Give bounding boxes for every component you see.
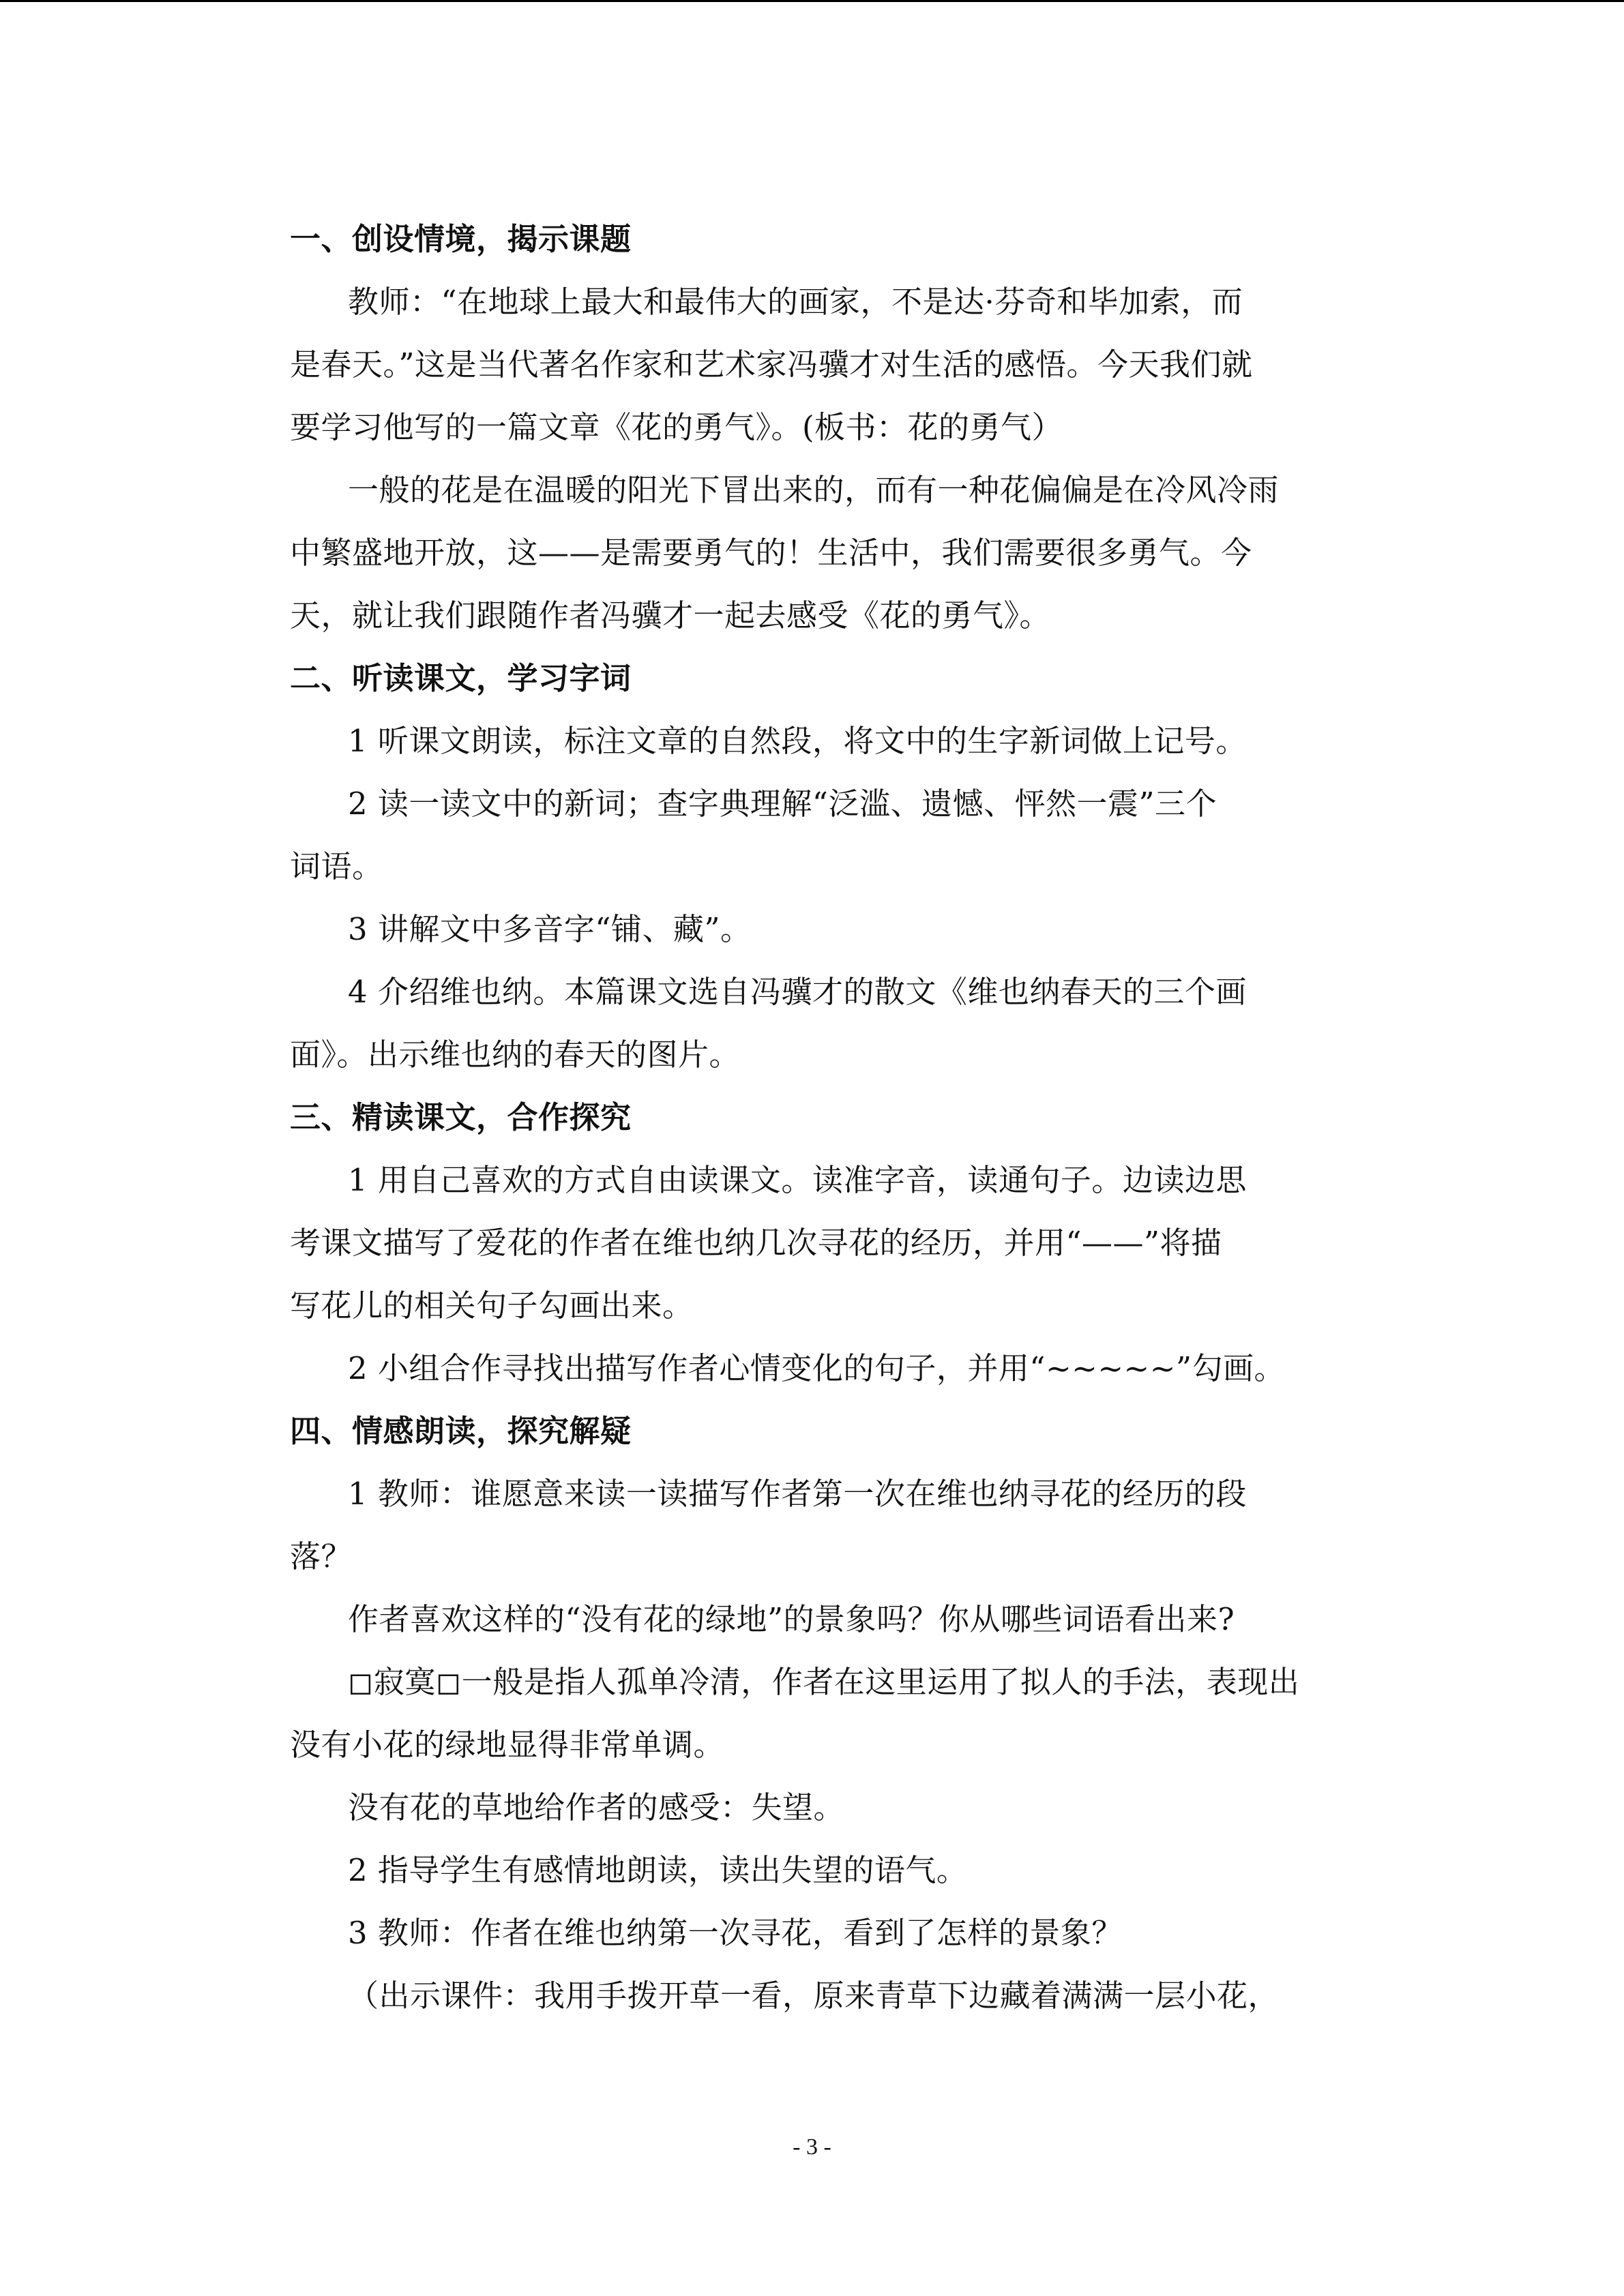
list-item: 1 教师：谁愿意来读一读描写作者第一次在维也纳寻花的经历的段 <box>348 1476 1247 1512</box>
list-item: 1 听课文朗读，标注文章的自然段，将文中的生字新词做上记号。 <box>348 723 1247 759</box>
section-heading-1: 一、创设情境，揭示课题 <box>290 221 632 257</box>
list-item: 3 讲解文中多音字“铺、藏”。 <box>348 911 752 947</box>
paragraph-line: 作者喜欢这样的“没有花的绿地”的景象吗？你从哪些词语看出来? <box>348 1601 1235 1637</box>
paragraph-line: 要学习他写的一篇文章《花的勇气》。(板书：花的勇气） <box>290 409 1063 445</box>
paragraph-line: ◻寂寞◻一般是指人孤单冷清，作者在这里运用了拟人的手法，表现出 <box>348 1664 1300 1700</box>
list-item: 2 指导学生有感情地朗读，读出失望的语气。 <box>348 1852 968 1888</box>
page-number: - 3 - <box>793 2134 831 2160</box>
list-item: 1 用自己喜欢的方式自由读课文。读准字音，读通句子。边读边思 <box>348 1162 1247 1198</box>
paragraph-line: 中繁盛地开放，这——是需要勇气的！生活中，我们需要很多勇气。今 <box>290 535 1252 571</box>
list-item: 3 教师：作者在维也纳第一次寻花，看到了怎样的景象？ <box>348 1915 1123 1951</box>
document-body <box>290 208 1337 2027</box>
paragraph-line: 是春天。”这是当代著名作家和艺术家冯骥才对生活的感悟。今天我们就 <box>290 346 1253 383</box>
section-heading-3: 三、精读课文，合作探究 <box>290 1099 632 1135</box>
paragraph-line: 词语。 <box>290 848 383 884</box>
paragraph-line: 考课文描写了爱花的作者在维也纳几次寻花的经历，并用“——”将描 <box>290 1225 1222 1261</box>
paragraph-line: （出示课件：我用手拨开草一看，原来青草下边藏着满满一层小花， <box>348 1978 1280 2014</box>
paragraph-line: 没有小花的绿地显得非常单调。 <box>290 1727 725 1763</box>
paragraph-line: 没有花的草地给作者的感受：失望。 <box>348 1789 845 1825</box>
paragraph-line: 写花儿的相关句子勾画出来。 <box>290 1287 694 1324</box>
section-heading-4: 四、情感朗读，探究解疑 <box>290 1413 632 1449</box>
list-item: 2 小组合作寻找出描写作者心情变化的句子，并用“~~~~~”勾画。 <box>348 1350 1285 1386</box>
paragraph-line: 面》。出示维也纳的春天的图片。 <box>290 1037 741 1073</box>
list-item: 4 介绍维也纳。本篇课文选自冯骥才的散文《维也纳春天的三个画 <box>348 974 1247 1010</box>
paragraph-line: 教师：“在地球上最大和最伟大的画家，不是达·芬奇和毕加索，而 <box>348 284 1243 320</box>
section-heading-2: 二、听读课文，学习字词 <box>290 660 632 696</box>
paragraph-line: 一般的花是在温暖的阳光下冒出来的，而有一种花偏偏是在冷风冷雨 <box>348 472 1280 508</box>
list-item: 2 读一读文中的新词；查字典理解“泛滥、遗憾、怦然一震”三个 <box>348 786 1217 822</box>
paragraph-line: 落？ <box>290 1538 353 1575</box>
top-border-rule <box>0 0 1624 2</box>
paragraph-line: 天，就让我们跟随作者冯骥才一起去感受《花的勇气》。 <box>290 597 1051 633</box>
